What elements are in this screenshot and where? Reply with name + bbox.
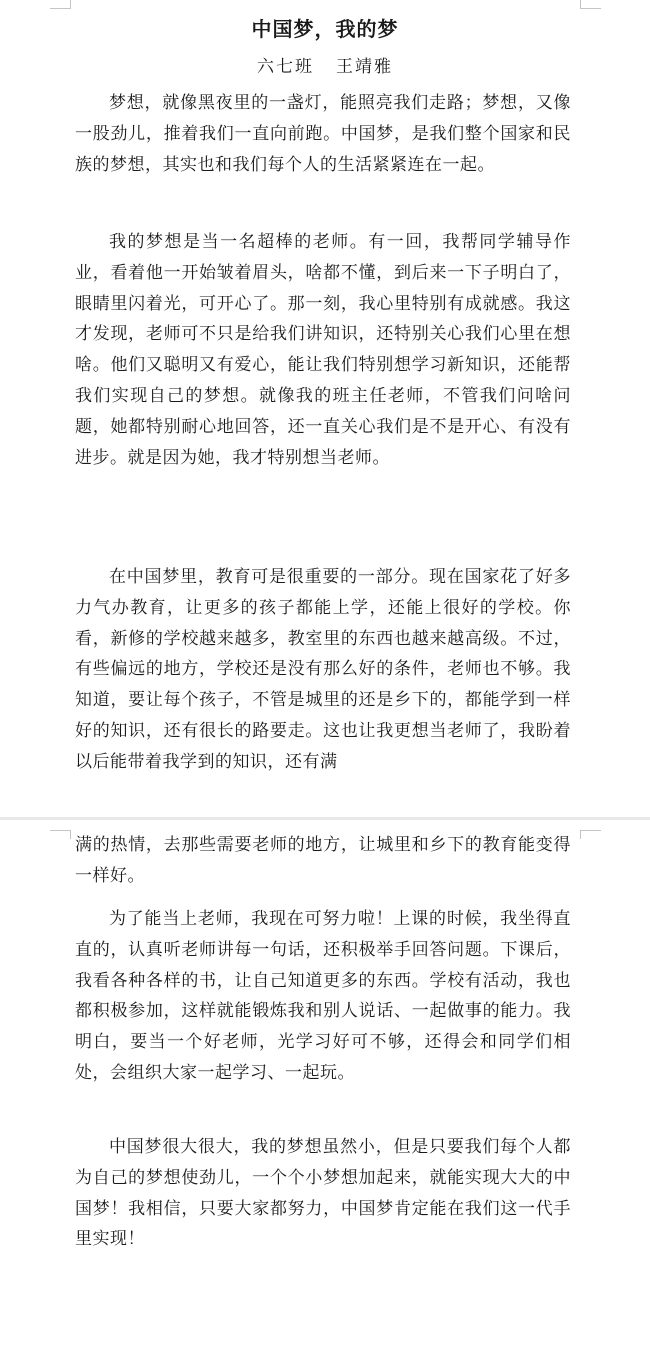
paragraph-4: 为了能当上老师，我现在可努力啦！上课的时候，我坐得直直的，认真听老师讲每一句话，还积极举手回答问题。下课后，我看各种各样的书，让自己知道更多的东西。学校有活动，我也都积极参加，这样就能锻炼我和别人说话、一起做事的能力。我明白，要当一个好老师，光学习好可不够，还得会和同学们相处，会组织大家一起学习、一起玩。 [75, 909, 571, 1083]
paragraph-3-part-2: 满的热情，去那些需要老师的地方，让城里和乡下的教育能变得一样好。 [75, 835, 571, 886]
crop-mark-top-right [580, 0, 601, 9]
author-name: 王靖雅 [336, 57, 393, 77]
paragraph-2: 我的梦想是当一名超棒的老师。有一回，我帮同学辅导作业，看着他一开始皱着眉头，啥都不懂，到后来一下子明白了，眼睛里闪着光，可开心了。那一刻，我心里特别有成就感。我这才发现，老师可不只是给我们讲知识，还特别关心我们心里在想啥。他们又聪明又有爱心，能让我们特别想学习新知识，还能帮我们实现自己的梦想。就像我的班主任老师，不管我们问啥问题，她都特别耐心地回答，还一直关心我们是不是开心、有没有进步。就是因为她，我才特别想当老师。 [75, 232, 571, 468]
paragraph-5: 中国梦很大很大，我的梦想虽然小，但是只要我们每个人都为自己的梦想使劲儿，一个个小梦想加起来，就能实现大大的中国梦！我相信，只要大家都努力，中国梦肯定能在我们这一代手里实现！ [75, 1137, 571, 1250]
byline [0, 54, 650, 80]
essay-title: 中国梦，我的梦 [251, 17, 399, 41]
crop-mark-page2-left [50, 830, 71, 839]
crop-mark-page2-right [580, 830, 601, 839]
paragraph-1: 梦想，就像黑夜里的一盏灯，能照亮我们走路；梦想，又像一股劲儿，推着我们一直向前跑。中国梦，是我们整个国家和民族的梦想，其实也和我们每个人的生活紧紧连在一起。 [75, 93, 571, 175]
class-name: 六七班 [257, 57, 314, 77]
document-page-2 [0, 820, 650, 1358]
crop-mark-top-left [50, 0, 71, 9]
paragraph-3-part-1: 在中国梦里，教育可是很重要的一部分。现在国家花了好多力气办教育，让更多的孩子都能上学，还能上很好的学校。你看，新修的学校越来越多，教室里的东西也越来越高级。不过，有些偏远的地方，学校还是没有那么好的条件，老师也不够。我知道，要让每个孩子，不管是城里的还是乡下的，都能学到一样好的知识，还有很长的路要走。这也让我更想当老师了，我盼着以后能带着我学到的知识，还有满 [75, 567, 571, 772]
